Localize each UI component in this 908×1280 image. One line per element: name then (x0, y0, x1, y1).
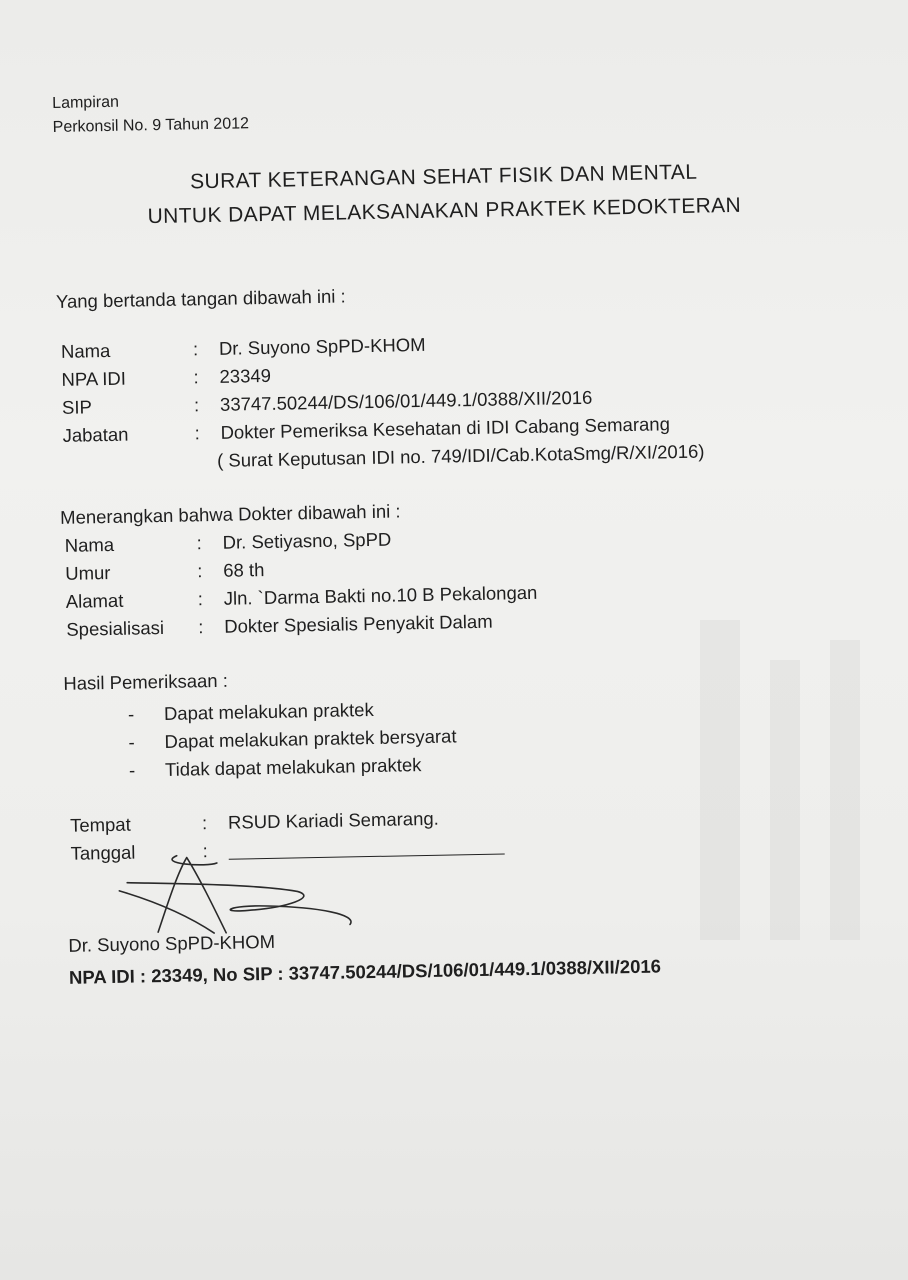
field-label: Tanggal (70, 841, 136, 864)
colon: : (193, 394, 200, 416)
subject-spesialisasi-value: Dokter Spesialis Penyakit Dalam (224, 610, 493, 637)
field-label: Nama (64, 533, 115, 556)
colon: : (196, 532, 203, 554)
colon: : (197, 560, 203, 582)
header-lampiran: Lampiran (52, 93, 120, 112)
colon: : (202, 840, 208, 862)
tempat-value: RSUD Kariadi Semarang. (227, 807, 439, 833)
handwritten-signature (117, 850, 359, 945)
header-block (52, 77, 833, 140)
field-label: Umur (65, 561, 111, 584)
colon: : (201, 812, 208, 834)
hasil-option-text: Dapat melakukan praktek bersyarat (164, 725, 457, 752)
field-label: Jabatan (62, 423, 129, 446)
title-line-1: SURAT KETERANGAN SEHAT FISIK DAN MENTAL (189, 160, 698, 194)
subject-nama-value: Dr. Setiyasno, SpPD (222, 528, 392, 553)
subject-alamat-value: Jln. `Darma Bakti no.10 B Pekalongan (223, 581, 538, 609)
hasil-options (128, 687, 845, 785)
hasil-option-text: Tidak dapat melakukan praktek (164, 754, 422, 780)
hasil-label: Hasil Pemeriksaan : (63, 669, 229, 694)
dash-marker: - (127, 703, 135, 725)
colon: : (193, 366, 199, 388)
signer-sip-value: 33747.50244/DS/106/01/449.1/0388/XII/2016 (219, 386, 593, 415)
title-line-2: UNTUK DAPAT MELAKSANAKAN PRAKTEK KEDOKTERAN (147, 193, 742, 229)
subject-intro: Menerangkan bahwa Dokter dibawah ini : (59, 500, 401, 528)
document-title (53, 153, 834, 236)
field-label: NPA IDI (61, 367, 127, 390)
field-label: Tempat (69, 813, 131, 836)
letter-body (52, 77, 849, 992)
field-label: SIP (61, 396, 93, 418)
dash-marker: - (128, 759, 136, 781)
dash-marker: - (128, 731, 135, 753)
field-label: Alamat (65, 589, 124, 612)
signer-nama-value: Dr. Suyono SpPD-KHOM (218, 333, 426, 359)
field-label: Nama (60, 339, 111, 362)
field-label: Spesialisasi (66, 616, 165, 640)
footer-signer-name: Dr. Suyono SpPD-KHOM (68, 930, 276, 956)
signer-intro: Yang bertanda tangan dibawah ini : (55, 285, 346, 312)
header-perkonsil: Perkonsil No. 9 Tahun 2012 (52, 115, 250, 136)
signer-jabatan-value: Dokter Pemeriksa Kesehatan di IDI Cabang Semarang (220, 413, 671, 443)
signature-area (67, 853, 848, 918)
subject-details (60, 517, 842, 644)
signer-npa-value: 23349 (219, 364, 272, 387)
colon: : (194, 422, 200, 444)
colon: : (198, 616, 204, 638)
hasil-option-text: Dapat melakukan praktek (163, 698, 374, 724)
signer-details (57, 323, 840, 478)
colon: : (197, 588, 204, 610)
signer-jabatan-note: ( Surat Keputusan IDI no. 749/IDI/Cab.KotaSmg/R/XI/2016) (216, 440, 705, 471)
subject-umur-value: 68 th (223, 559, 265, 581)
footer-signer-ids: NPA IDI : 23349, No SIP : 33747.50244/DS/106/01/449.1/0388/XII/2016 (68, 955, 662, 988)
colon: : (192, 338, 199, 360)
